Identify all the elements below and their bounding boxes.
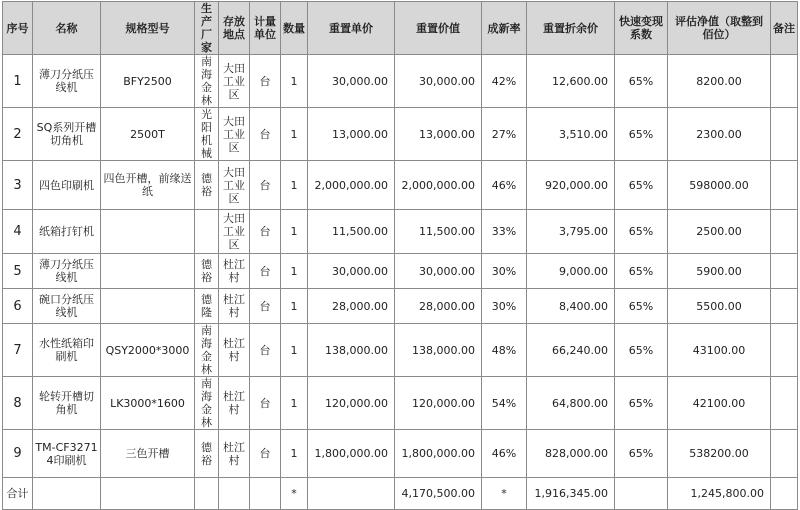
item-replacement-value: 11,500.00 bbox=[395, 210, 482, 254]
item-maker: 南海金林 bbox=[195, 324, 219, 377]
table-row bbox=[3, 108, 798, 161]
row-number: 4 bbox=[3, 210, 33, 254]
item-unit: 台 bbox=[250, 161, 281, 210]
item-residual-value: 64,800.00 bbox=[527, 377, 615, 430]
item-net-value: 2300.00 bbox=[668, 108, 771, 161]
item-name: SQ系列开槽切角机 bbox=[33, 108, 101, 161]
item-model: QSY2000*3000 bbox=[101, 324, 195, 377]
header-cell: 存放地点 bbox=[219, 2, 250, 55]
item-name: 四色印刷机 bbox=[33, 161, 101, 210]
item-maker: 南海金林 bbox=[195, 55, 219, 108]
table-row bbox=[3, 161, 798, 210]
header-row bbox=[3, 2, 798, 55]
item-location: 杜江村 bbox=[219, 430, 250, 478]
item-newness-rate: 33% bbox=[482, 210, 527, 254]
row-number: 3 bbox=[3, 161, 33, 210]
item-residual-value: 3,795.00 bbox=[527, 210, 615, 254]
item-name: 轮转开槽切角机 bbox=[33, 377, 101, 430]
item-residual-value: 828,000.00 bbox=[527, 430, 615, 478]
item-unit-price: 1,800,000.00 bbox=[308, 430, 395, 478]
item-location: 杜江村 bbox=[219, 289, 250, 324]
item-note bbox=[771, 254, 798, 289]
total-cell bbox=[101, 478, 195, 510]
item-residual-value: 3,510.00 bbox=[527, 108, 615, 161]
item-note bbox=[771, 430, 798, 478]
item-maker: 光阳机械 bbox=[195, 108, 219, 161]
item-liquidation-coefficient: 65% bbox=[615, 430, 668, 478]
item-unit: 台 bbox=[250, 254, 281, 289]
item-residual-value: 8,400.00 bbox=[527, 289, 615, 324]
item-location: 杜江村 bbox=[219, 377, 250, 430]
item-location: 大田工业区 bbox=[219, 161, 250, 210]
item-maker bbox=[195, 210, 219, 254]
item-residual-value: 66,240.00 bbox=[527, 324, 615, 377]
total-cell bbox=[308, 478, 395, 510]
item-maker: 德裕 bbox=[195, 254, 219, 289]
item-model: 2500T bbox=[101, 108, 195, 161]
item-unit: 台 bbox=[250, 210, 281, 254]
item-quantity: 1 bbox=[281, 254, 308, 289]
item-note bbox=[771, 161, 798, 210]
item-maker: 德隆 bbox=[195, 289, 219, 324]
item-net-value: 598000.00 bbox=[668, 161, 771, 210]
item-residual-value: 920,000.00 bbox=[527, 161, 615, 210]
header-cell: 重置价值 bbox=[395, 2, 482, 55]
total-net: 1,245,800.00 bbox=[668, 478, 771, 510]
item-note bbox=[771, 324, 798, 377]
item-replacement-value: 30,000.00 bbox=[395, 55, 482, 108]
item-replacement-value: 13,000.00 bbox=[395, 108, 482, 161]
item-newness-rate: 30% bbox=[482, 254, 527, 289]
item-model bbox=[101, 254, 195, 289]
item-quantity: 1 bbox=[281, 430, 308, 478]
item-location: 大田工业区 bbox=[219, 55, 250, 108]
item-quantity: 1 bbox=[281, 377, 308, 430]
item-unit-price: 30,000.00 bbox=[308, 254, 395, 289]
item-name: 碗口分纸压线机 bbox=[33, 289, 101, 324]
item-replacement-value: 28,000.00 bbox=[395, 289, 482, 324]
header-cell: 快速变现系数 bbox=[615, 2, 668, 55]
header-cell: 成新率 bbox=[482, 2, 527, 55]
item-unit-price: 13,000.00 bbox=[308, 108, 395, 161]
item-replacement-value: 120,000.00 bbox=[395, 377, 482, 430]
item-newness-rate: 46% bbox=[482, 430, 527, 478]
item-note bbox=[771, 108, 798, 161]
total-cell bbox=[771, 478, 798, 510]
item-liquidation-coefficient: 65% bbox=[615, 377, 668, 430]
total-cell bbox=[250, 478, 281, 510]
item-net-value: 8200.00 bbox=[668, 55, 771, 108]
item-name: 水性纸箱印刷机 bbox=[33, 324, 101, 377]
item-residual-value: 9,000.00 bbox=[527, 254, 615, 289]
header-cell: 重置折余价 bbox=[527, 2, 615, 55]
total-value: 4,170,500.00 bbox=[395, 478, 482, 510]
item-unit: 台 bbox=[250, 55, 281, 108]
item-unit: 台 bbox=[250, 377, 281, 430]
item-unit-price: 30,000.00 bbox=[308, 55, 395, 108]
item-replacement-value: 1,800,000.00 bbox=[395, 430, 482, 478]
item-model bbox=[101, 289, 195, 324]
header-cell: 重置单价 bbox=[308, 2, 395, 55]
item-liquidation-coefficient: 65% bbox=[615, 108, 668, 161]
header-cell: 名称 bbox=[33, 2, 101, 55]
item-newness-rate: 42% bbox=[482, 55, 527, 108]
item-unit: 台 bbox=[250, 430, 281, 478]
item-maker: 德裕 bbox=[195, 161, 219, 210]
table-row bbox=[3, 55, 798, 108]
item-name: 薄刀分纸压线机 bbox=[33, 254, 101, 289]
total-label: 合计 bbox=[3, 478, 33, 510]
item-net-value: 42100.00 bbox=[668, 377, 771, 430]
item-model: LK3000*1600 bbox=[101, 377, 195, 430]
header-cell: 备注 bbox=[771, 2, 798, 55]
table-row bbox=[3, 210, 798, 254]
item-name: 纸箱打钉机 bbox=[33, 210, 101, 254]
item-newness-rate: 27% bbox=[482, 108, 527, 161]
item-name: TM-CF32714印刷机 bbox=[33, 430, 101, 478]
row-number: 5 bbox=[3, 254, 33, 289]
item-location: 大田工业区 bbox=[219, 108, 250, 161]
header-cell: 规格型号 bbox=[101, 2, 195, 55]
item-quantity: 1 bbox=[281, 289, 308, 324]
item-liquidation-coefficient: 65% bbox=[615, 324, 668, 377]
item-model: 四色开槽，前缘送纸 bbox=[101, 161, 195, 210]
total-cell bbox=[219, 478, 250, 510]
row-number: 1 bbox=[3, 55, 33, 108]
item-note bbox=[771, 55, 798, 108]
item-model bbox=[101, 210, 195, 254]
item-net-value: 43100.00 bbox=[668, 324, 771, 377]
item-quantity: 1 bbox=[281, 210, 308, 254]
item-quantity: 1 bbox=[281, 161, 308, 210]
total-rate: * bbox=[482, 478, 527, 510]
row-number: 7 bbox=[3, 324, 33, 377]
item-maker: 南海金林 bbox=[195, 377, 219, 430]
item-net-value: 5900.00 bbox=[668, 254, 771, 289]
table-row bbox=[3, 254, 798, 289]
item-quantity: 1 bbox=[281, 324, 308, 377]
item-maker: 德裕 bbox=[195, 430, 219, 478]
item-quantity: 1 bbox=[281, 108, 308, 161]
item-quantity: 1 bbox=[281, 55, 308, 108]
table-row bbox=[3, 430, 798, 478]
item-liquidation-coefficient: 65% bbox=[615, 55, 668, 108]
item-unit: 台 bbox=[250, 108, 281, 161]
asset-valuation-table bbox=[2, 1, 798, 510]
total-cell bbox=[615, 478, 668, 510]
total-cell bbox=[33, 478, 101, 510]
item-unit-price: 138,000.00 bbox=[308, 324, 395, 377]
row-number: 6 bbox=[3, 289, 33, 324]
item-newness-rate: 30% bbox=[482, 289, 527, 324]
item-liquidation-coefficient: 65% bbox=[615, 289, 668, 324]
item-unit: 台 bbox=[250, 289, 281, 324]
item-unit-price: 2,000,000.00 bbox=[308, 161, 395, 210]
item-unit-price: 11,500.00 bbox=[308, 210, 395, 254]
item-net-value: 2500.00 bbox=[668, 210, 771, 254]
item-unit: 台 bbox=[250, 324, 281, 377]
item-model: BFY2500 bbox=[101, 55, 195, 108]
row-number: 8 bbox=[3, 377, 33, 430]
header-cell: 生产厂家 bbox=[195, 2, 219, 55]
item-liquidation-coefficient: 65% bbox=[615, 254, 668, 289]
item-note bbox=[771, 289, 798, 324]
header-cell: 数量 bbox=[281, 2, 308, 55]
header-cell: 评估净值（取整到佰位） bbox=[668, 2, 771, 55]
item-replacement-value: 138,000.00 bbox=[395, 324, 482, 377]
total-cell bbox=[195, 478, 219, 510]
item-unit-price: 28,000.00 bbox=[308, 289, 395, 324]
item-newness-rate: 46% bbox=[482, 161, 527, 210]
table-row bbox=[3, 324, 798, 377]
item-liquidation-coefficient: 65% bbox=[615, 210, 668, 254]
header-cell: 计量单位 bbox=[250, 2, 281, 55]
table-row bbox=[3, 377, 798, 430]
item-newness-rate: 48% bbox=[482, 324, 527, 377]
item-unit-price: 120,000.00 bbox=[308, 377, 395, 430]
item-replacement-value: 2,000,000.00 bbox=[395, 161, 482, 210]
item-newness-rate: 54% bbox=[482, 377, 527, 430]
header-cell: 序号 bbox=[3, 2, 33, 55]
item-net-value: 5500.00 bbox=[668, 289, 771, 324]
item-note bbox=[771, 377, 798, 430]
item-note bbox=[771, 210, 798, 254]
item-liquidation-coefficient: 65% bbox=[615, 161, 668, 210]
item-location: 杜江村 bbox=[219, 324, 250, 377]
item-location: 杜江村 bbox=[219, 254, 250, 289]
total-residual: 1,916,345.00 bbox=[527, 478, 615, 510]
total-qty: * bbox=[281, 478, 308, 510]
item-residual-value: 12,600.00 bbox=[527, 55, 615, 108]
item-replacement-value: 30,000.00 bbox=[395, 254, 482, 289]
total-row bbox=[3, 478, 798, 510]
item-name: 薄刀分纸压线机 bbox=[33, 55, 101, 108]
item-net-value: 538200.00 bbox=[668, 430, 771, 478]
row-number: 9 bbox=[3, 430, 33, 478]
table-row bbox=[3, 289, 798, 324]
item-model: 三色开槽 bbox=[101, 430, 195, 478]
row-number: 2 bbox=[3, 108, 33, 161]
item-location: 大田工业区 bbox=[219, 210, 250, 254]
